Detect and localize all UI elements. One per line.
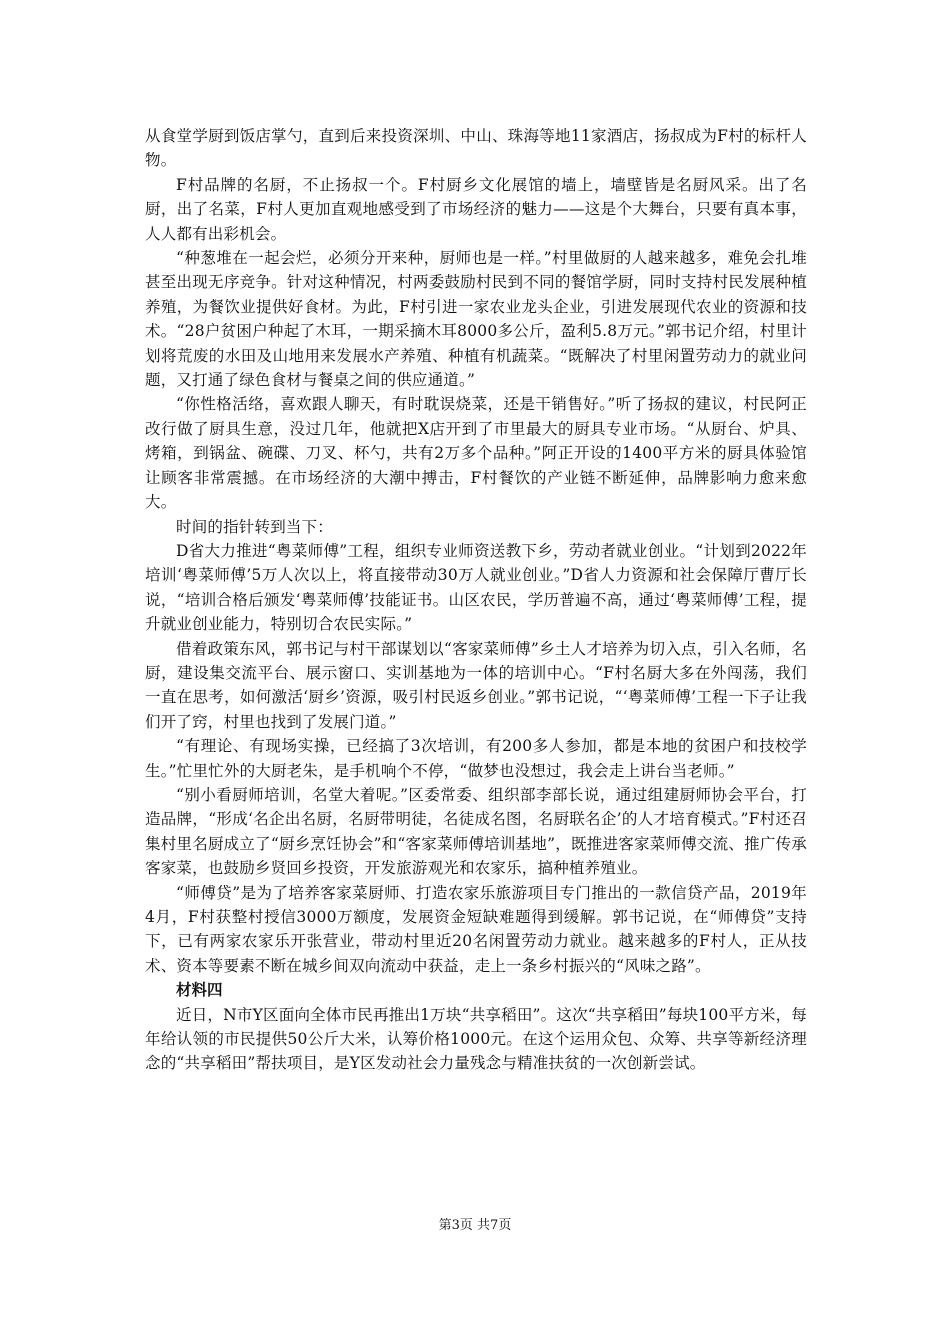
paragraph-8: “有理论、有现场实操，已经搞了3次培训，有200多人参加，都是本地的贫困户和技校学生。”忙里忙外的大厨老朱，是手机响个不停，“做梦也没想过，我会走上讲台当老师。” xyxy=(145,737,807,780)
paragraph-10: “师傅贷”是为了培养客家菜厨师、打造农家乐旅游项目专门推出的一款信贷产品，2019年4月，F村获整村授信3000万额度，发展资金短缺难题得到缓解。郭书记说，在“师傅贷”支持下，已有两家农家乐开张营业，带动村里近20名闲置劳动力就业。越来越多的F村人，正从技术、资本等要素不断在城乡间双向流动中获益，走上一条乡村振兴的“风味之路”。 xyxy=(145,883,807,975)
page-number: 第3页 共7页 xyxy=(438,1218,512,1233)
paragraph-4: “你性格活络，喜欢跟人聊天，有时耽误烧菜，还是干销售好。”听了扬叔的建议，村民阿正改行做了厨具生意，没过几年，他就把X店开到了市里最大的厨具专业市场。“从厨台、炉具、烤箱，到锅盆、碗碟、刀叉、杯勺，共有2万多个品种。”阿正开设的1400平方米的厨具体验馆让顾客非常震撼。在市场经济的大潮中搏击，F村餐饮的产业链不断延伸，品牌影响力愈来愈大。 xyxy=(145,395,807,512)
document-body xyxy=(145,124,807,1076)
paragraph-3: “种葱堆在一起会烂，必须分开来种，厨师也是一样。”村里做厨的人越来越多，难免会扎堆甚至出现无序竞争。针对这种情况，村两委鼓励村民到不同的餐馆学厨，同时支持村民发展种植养殖，为餐饮业提供好食材。为此，F村引进一家农业龙头企业，引进发展现代农业的资源和技术。“28户贫困户种起了木耳，一期采摘木耳8000多公斤，盈利5.8万元。”郭书记介绍，村里计划将荒废的水田及山地用来发展水产养殖、种植有机蔬菜。“既解决了村里闲置劳动力的就业问题，又打通了绿色食材与餐桌之间的供应通道。” xyxy=(145,249,807,390)
paragraph-9: “别小看厨师培训，名堂大着呢。”区委常委、组织部李部长说，通过组建厨师协会平台，打造品牌，“形成‘名企出名厨，名厨带明徒，名徒成名图，名厨联名企’的人才培育模式。”F村还召集村里名厨成立了“厨乡烹饪协会”和“客家菜师傅培训基地”，既推进客家菜师傅交流、推广传承客家菜，也鼓励乡贤回乡投资，开发旅游观光和农家乐，搞种植养殖业。 xyxy=(145,785,807,878)
paragraph-7: 借着政策东风，郭书记与村干部谋划以“客家菜师傅”乡土人才培养为切入点，引入名师，名厨，建设集交流平台、展示窗口、实训基地为一体的培训中心。“F村名厨大多在外闯荡，我们一直在思考，如何激活‘厨乡’资源，吸引村民返乡创业。”郭书记说，“‘粤菜师傅’工程一下子让我们开了窍，村里也找到了发展门道。” xyxy=(145,639,807,731)
paragraph-1: 从食堂学厨到饭店掌勺，直到后来投资深圳、中山、珠海等地11家酒店，扬叔成为F村的标杆人物。 xyxy=(145,127,807,170)
section-heading: 材料四 xyxy=(176,980,223,1000)
paragraph-5: 时间的指针转到当下： xyxy=(176,517,334,536)
section-paragraph-1: 近日，N市Y区面向全体市民再推出1万块“共享稻田”。这次“共享稻田”每块100平方米，每年给认领的市民提供50公斤大米，认筹价格1000元。在这个运用众包、众筹、共享等新经济理念的“共享稻田”帮扶项目，是Y区发动社会力量残念与精准扶贫的一次创新尝试。 xyxy=(145,1005,807,1073)
paragraph-2: F村品牌的名厨，不止扬叔一个。F村厨乡文化展馆的墙上，墙壁皆是名厨风采。出了名厨，出了名菜，F村人更加直观地感受到了市场经济的魅力——这是个大舞台，只要有真本事，人人都有出彩机会。 xyxy=(145,175,807,243)
paragraph-6: D省大力推进“粤菜师傅”工程，组织专业师资送教下乡，劳动者就业创业。“计划到2022年培训‘粤菜师傅’5万人次以上，将直接带动30万人就业创业。”D省人力资源和社会保障厅曹厅长说，“培训合格后颁发‘粤菜师傅’技能证书。山区农民，学历普遍不高，通过‘粤菜师傅’工程，提升就业创业能力，特别切合农民实际。” xyxy=(145,541,807,634)
